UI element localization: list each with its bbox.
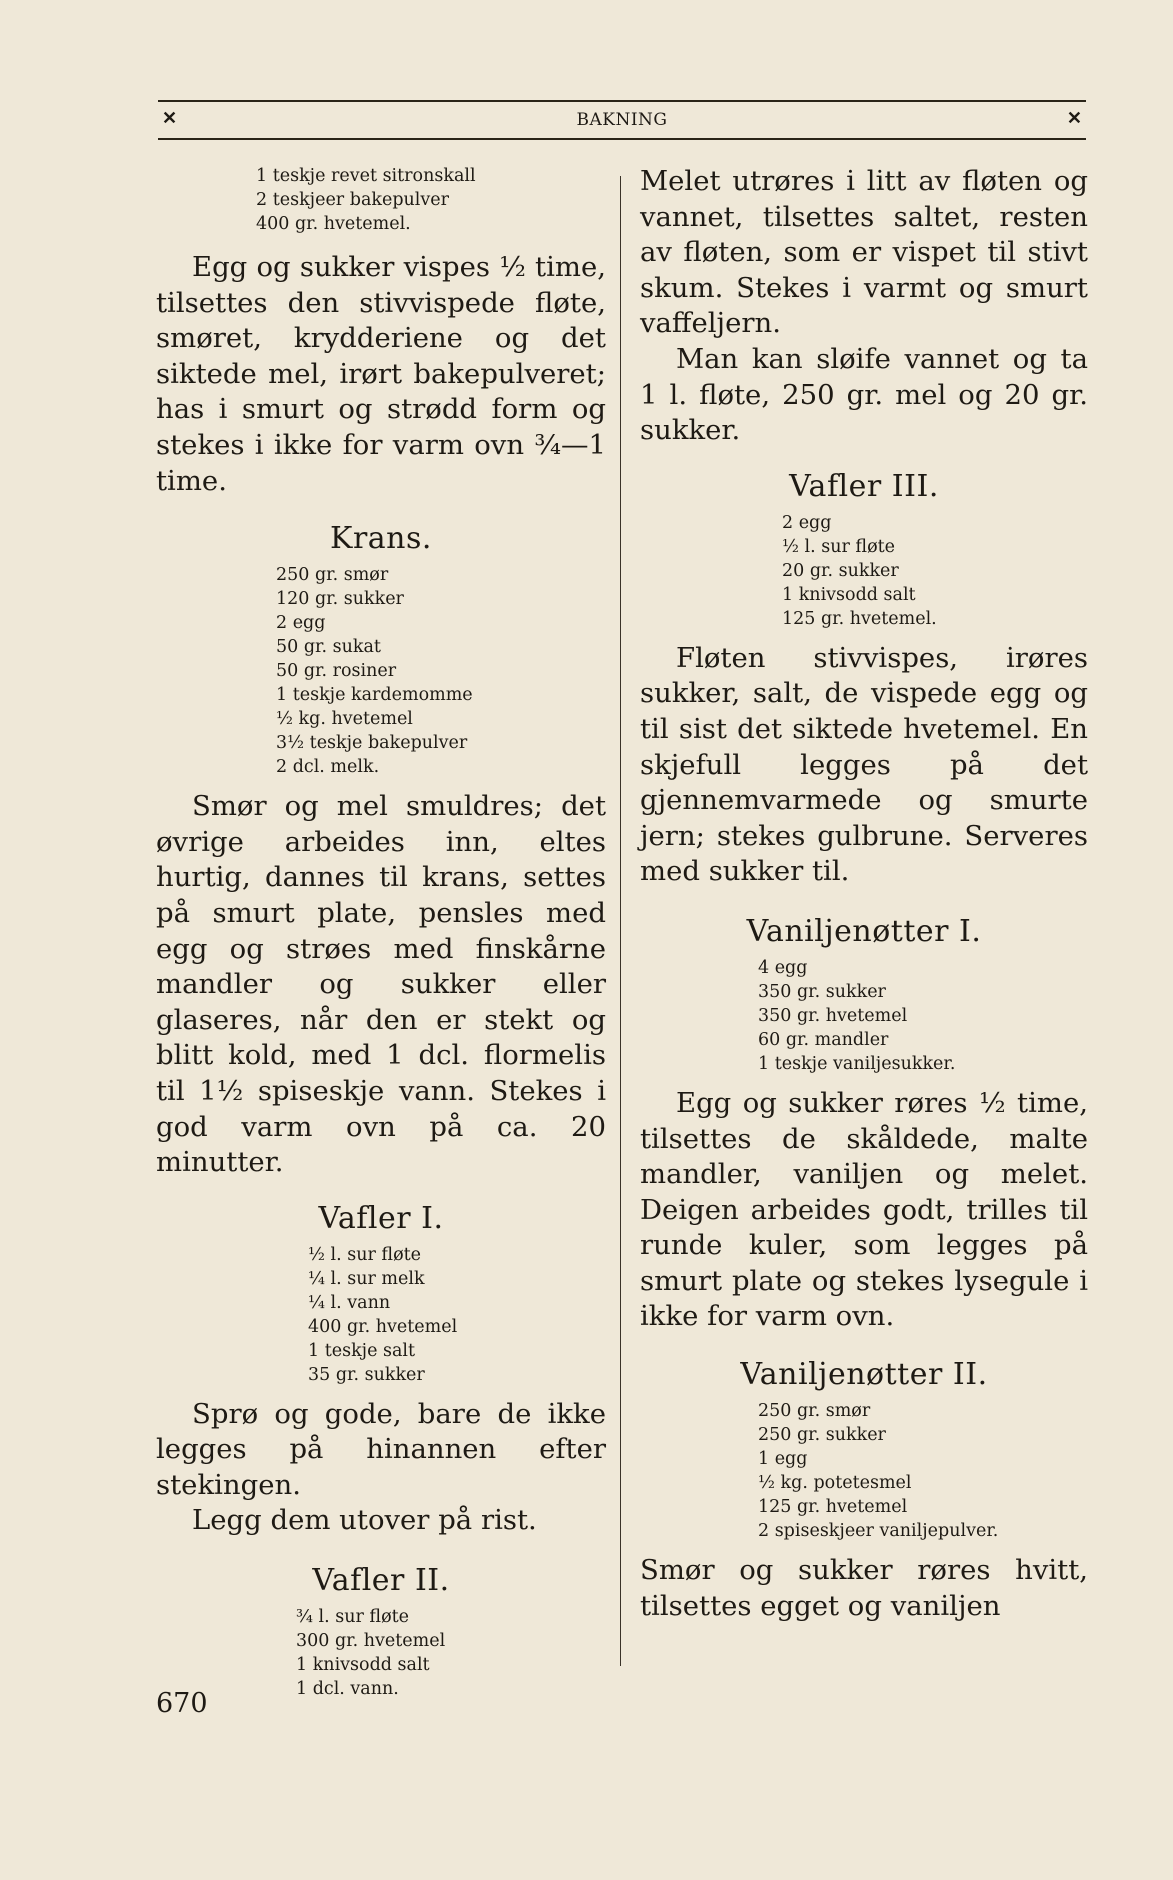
ingredient-line: 1 teskje kardemomme <box>276 685 473 706</box>
ingredient-line: 50 gr. sukat <box>276 637 381 658</box>
ingredient-line: 400 gr. hvetemel <box>308 1316 458 1337</box>
ingredient-line: ¾ l. sur fløte <box>296 1607 410 1628</box>
ingredient-line: 35 gr. sukker <box>308 1364 425 1385</box>
vaniljenotter-1-ingredient-list <box>640 956 1088 1076</box>
ingredient-line: ½ kg. hvetemel <box>276 709 413 730</box>
recipe-title-vafler-2: Vafler II. <box>312 1563 450 1599</box>
recipe-text: Egg og sukker vispes ½ time, tilsettes den stivvispede fløte, smøret, krydderiene og det siktede mel, irørt bakepulveret; has i smurt og strødd form og stekes i ikke for varm ovn ¾—1 time. <box>156 251 606 497</box>
vafler-3-ingredient-list <box>640 511 1088 631</box>
ingredient-line: 4 egg <box>758 957 808 978</box>
recipe-title-vaniljenotter-1: Vaniljenøtter I. <box>746 913 982 949</box>
ingredient-line: 2 spiseskjeer vaniljepulver. <box>758 1521 999 1542</box>
ingredient-line: 125 gr. hvetemel <box>758 1497 908 1518</box>
ingredient-line: 50 gr. rosiner <box>276 661 397 682</box>
ingredient-line: 250 gr. smør <box>758 1401 871 1422</box>
ingredient-line: 125 gr. hvetemel. <box>782 608 937 629</box>
left-column <box>156 164 606 1711</box>
running-header <box>158 100 1086 140</box>
recipe-text: Fløten stivvispes, irøres sukker, salt, de vispede egg og til sist det siktede hvetemel. En skjefull legges på det gjennemvarmede og smurte jern; stekes gulbrune. Serveres med sukker til. <box>640 641 1088 888</box>
ingredient-line: 2 teskjeer bakepulver <box>256 190 450 210</box>
recipe-text: Melet utrøres i litt av fløten og vannet, tilsettes saltet, resten av fløten, som er vispet til stivt skum. Stekes i varmt og smurt vaffeljern. <box>640 165 1088 340</box>
ingredient-line: 120 gr. sukker <box>276 589 404 610</box>
right-column <box>640 164 1088 1624</box>
page-number: 670 <box>156 1688 208 1719</box>
column-divider <box>620 176 621 1666</box>
recipe-text: Sprø og gode, bare de ikke legges på hinannen efter stekingen. <box>156 1397 606 1501</box>
ingredient-line: 1 teskje salt <box>308 1340 416 1361</box>
ingredient-line: ¼ l. vann <box>308 1292 391 1313</box>
recipe-text: Legg dem utover på rist. <box>192 1504 537 1537</box>
ingredient-line: 60 gr. mandler <box>758 1029 889 1050</box>
recipe-title-vafler-1: Vafler I. <box>318 1200 444 1236</box>
recipe-title-krans: Krans. <box>330 521 432 557</box>
vafler-2-ingredient-list <box>156 1605 606 1701</box>
ingredient-line: 1 knivsodd salt <box>782 584 916 605</box>
top-ingredient-list <box>156 164 606 236</box>
recipe-text: Smør og mel smuldres; det øvrige arbeides inn, eltes hurtig, dannes til krans, settes på smurt plate, pensles med egg og strøes med finskårne mandler og sukker eller glaseres, når den er stekt og blitt kold, med 1 dcl. flormelis til 1½ spiseskje vann. Stekes i god varm ovn på ca. 20 minutter. <box>156 790 606 1179</box>
ingredient-line: 2 egg <box>276 613 326 634</box>
ingredient-line: 400 gr. hvetemel. <box>256 214 411 234</box>
vaniljenotter-2-ingredient-list <box>640 1399 1088 1543</box>
ingredient-line: 1 teskje vaniljesukker. <box>758 1053 956 1074</box>
recipe-text: Egg og sukker røres ½ time, tilsettes de skåldede, malte mandler, vaniljen og melet. Deigen arbeides godt, trilles til runde kuler, som legges på smurt plate og stekes lysegule i ikke for varm ovn. <box>640 1086 1088 1333</box>
header-ornament-right: ✕ <box>1066 108 1082 129</box>
ingredient-line: 350 gr. sukker <box>758 981 886 1002</box>
recipe-text: Man kan sløife vannet og ta 1 l. fløte, 250 gr. mel og 20 gr. sukker. <box>640 342 1088 447</box>
krans-ingredient-list <box>156 563 606 779</box>
ingredient-line: 2 dcl. melk. <box>276 757 380 778</box>
recipe-title-vaniljenotter-2: Vaniljenøtter II. <box>740 1357 988 1393</box>
ingredient-line: 1 egg <box>758 1449 808 1470</box>
ingredient-line: 250 gr. sukker <box>758 1425 886 1446</box>
ingredient-line: 1 dcl. vann. <box>296 1679 399 1700</box>
ingredient-line: 20 gr. sukker <box>782 560 899 581</box>
ingredient-line: 3½ teskje bakepulver <box>276 733 468 754</box>
header-title: BAKNING <box>576 110 668 130</box>
ingredient-line: 1 teskje revet sitronskall <box>256 166 476 186</box>
header-ornament-left: ✕ <box>162 108 178 129</box>
vafler-1-ingredient-list <box>156 1243 606 1387</box>
ingredient-line: ½ kg. potetesmel <box>758 1473 912 1494</box>
ingredient-line: 1 knivsodd salt <box>296 1655 430 1676</box>
ingredient-line: 250 gr. smør <box>276 565 389 586</box>
ingredient-line: 300 gr. hvetemel <box>296 1631 446 1652</box>
ingredient-line: 2 egg <box>782 512 832 533</box>
recipe-title-vafler-3: Vafler III. <box>789 468 939 504</box>
ingredient-line: ¼ l. sur melk <box>308 1268 425 1289</box>
ingredient-line: ½ l. sur fløte <box>308 1244 422 1265</box>
recipe-text: Smør og sukker røres hvitt, tilsettes egget og vaniljen <box>640 1554 1088 1622</box>
ingredient-line: ½ l. sur fløte <box>782 536 896 557</box>
ingredient-line: 350 gr. hvetemel <box>758 1005 908 1026</box>
